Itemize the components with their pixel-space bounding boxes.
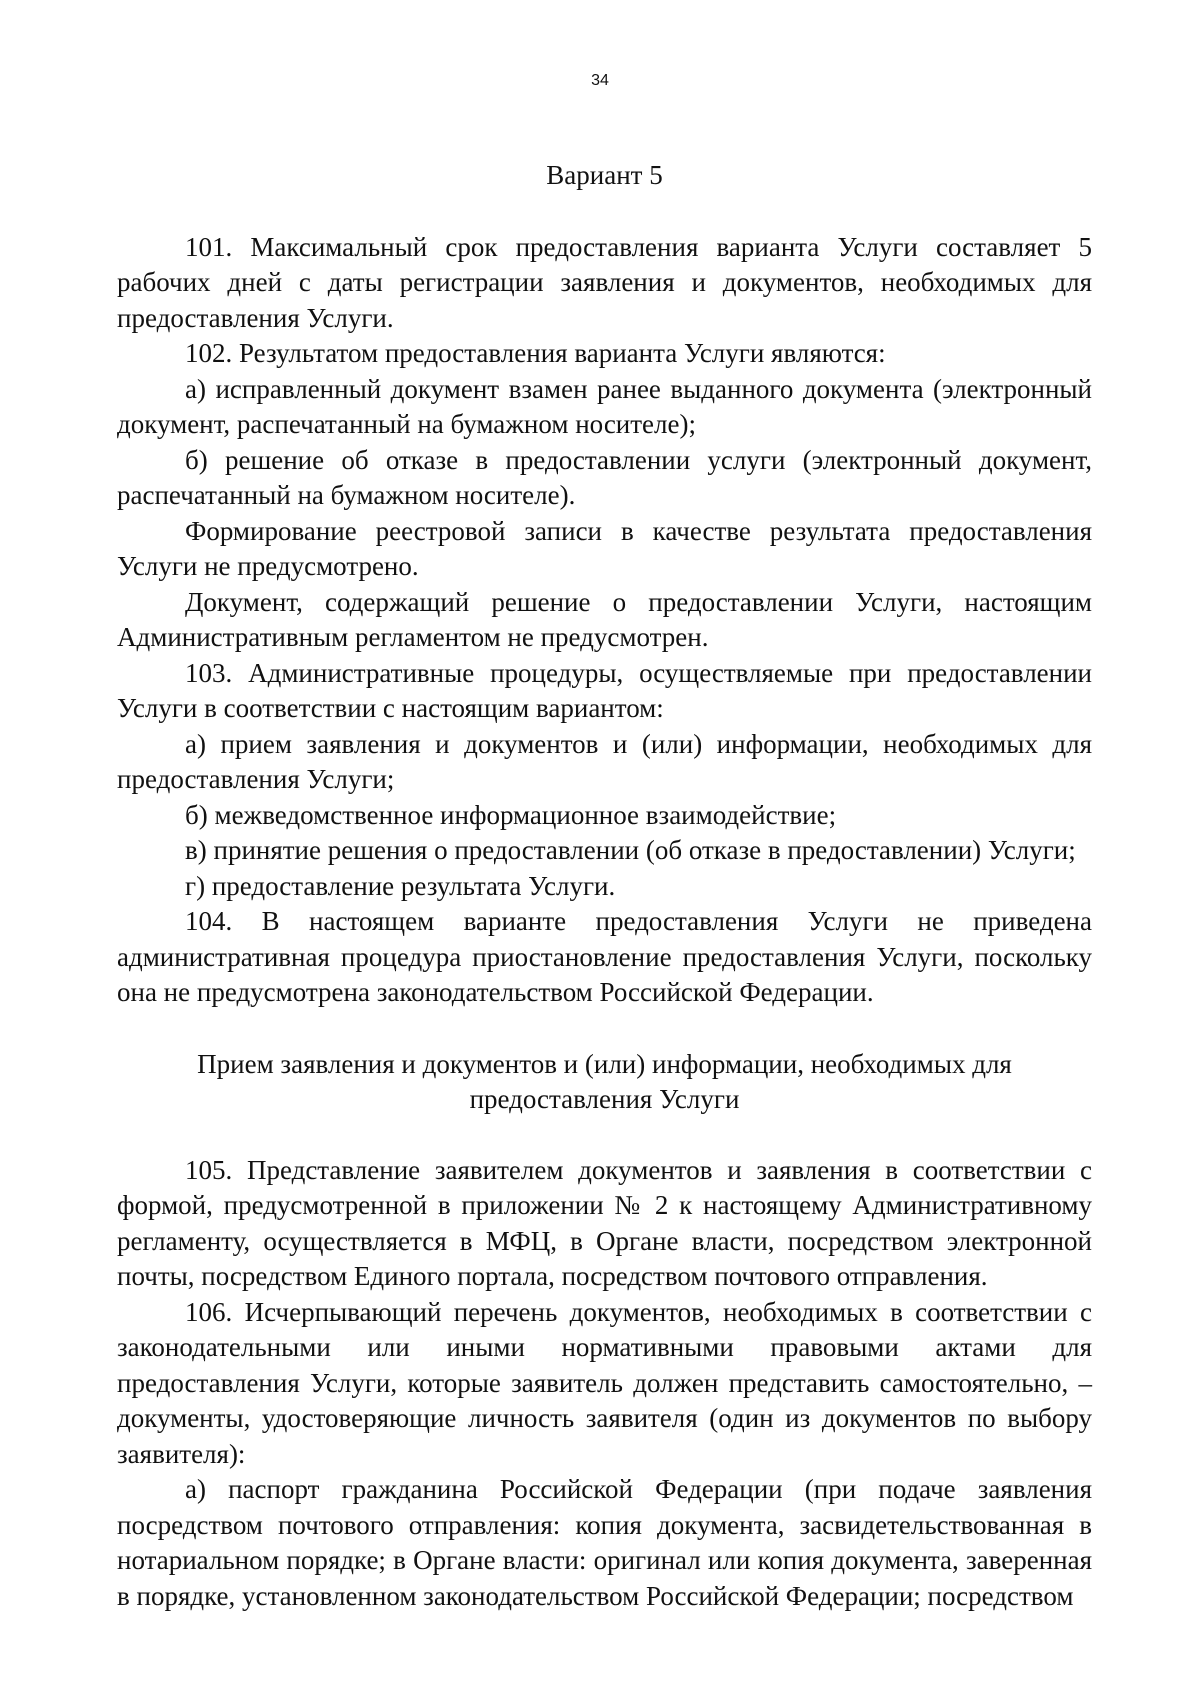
paragraph-103-a: а) прием заявления и документов и (или) информации, необходимых для предоставления Услуги; (117, 728, 1092, 794)
paragraph-102-a: а) исправленный документ взамен ранее выданного документа (электронный документ, распечатанный на бумажном носителе); (117, 373, 1092, 439)
paragraph-102: 102. Результатом предоставления варианта Услуги являются: (185, 338, 886, 368)
paragraph-105: 105. Представление заявителем документов и заявления в соответствии с формой, предусмотренной в приложении № 2 к настоящему Административному регламенту, осуществляется в МФЦ, в Органе власти, посредством электронной почты, посредством Единого портала, посредством почтового отправления. (117, 1154, 1092, 1291)
paragraph-106-a: а) паспорт гражданина Российской Федерации (при подаче заявления посредством почтового отправления: копия документа, засвидетельствованная в нотариальном порядке; в Органе власти: оригинал или копия документа, заверенная в порядке, установленном законодательством Российской Федерации; посредством (117, 1474, 1092, 1611)
paragraph-101: 101. Максимальный срок предоставления варианта Услуги составляет 5 рабочих дней с даты регистрации заявления и документов, необходимых для предоставления Услуги. (117, 231, 1092, 333)
document-body (117, 158, 1092, 1614)
subsection-title: Прием заявления и документов и (или) информации, необходимых для предоставления Услуги (197, 1048, 1012, 1114)
paragraph-decision-document: Документ, содержащий решение о предоставлении Услуги, настоящим Административным регламентом не предусмотрен. (117, 586, 1092, 652)
paragraph-102-b: б) решение об отказе в предоставлении услуги (электронный документ, распечатанный на бумажном носителе). (117, 444, 1092, 510)
paragraph-104: 104. В настоящем варианте предоставления Услуги не приведена административная процедура приостановление предоставления Услуги, поскольку она не предусмотрена законодательством Российской Федерации. (117, 906, 1092, 1007)
paragraph-registry-record: Формирование реестровой записи в качестве результата предоставления Услуги не предусмотрено. (117, 515, 1092, 581)
paragraph-103: 103. Административные процедуры, осуществляемые при предоставлении Услуги в соответствии с настоящим вариантом: (117, 657, 1092, 723)
section-title: Вариант 5 (546, 160, 663, 190)
paragraph-106: 106. Исчерпывающий перечень документов, необходимых в соответствии с законодательными или иными нормативными правовыми актами для предоставления Услуги, которые заявитель должен представить самостоятельно, – документы, удостоверяющие личность заявителя (один из документов по выбору заявителя): (117, 1296, 1092, 1469)
page-number: 34 (591, 72, 609, 89)
paragraph-103-b: б) межведомственное информационное взаимодействие; (185, 799, 837, 830)
paragraph-103-c: в) принятие решения о предоставлении (об отказе в предоставлении) Услуги; (185, 835, 1076, 865)
paragraph-103-d: г) предоставление результата Услуги. (185, 870, 616, 901)
